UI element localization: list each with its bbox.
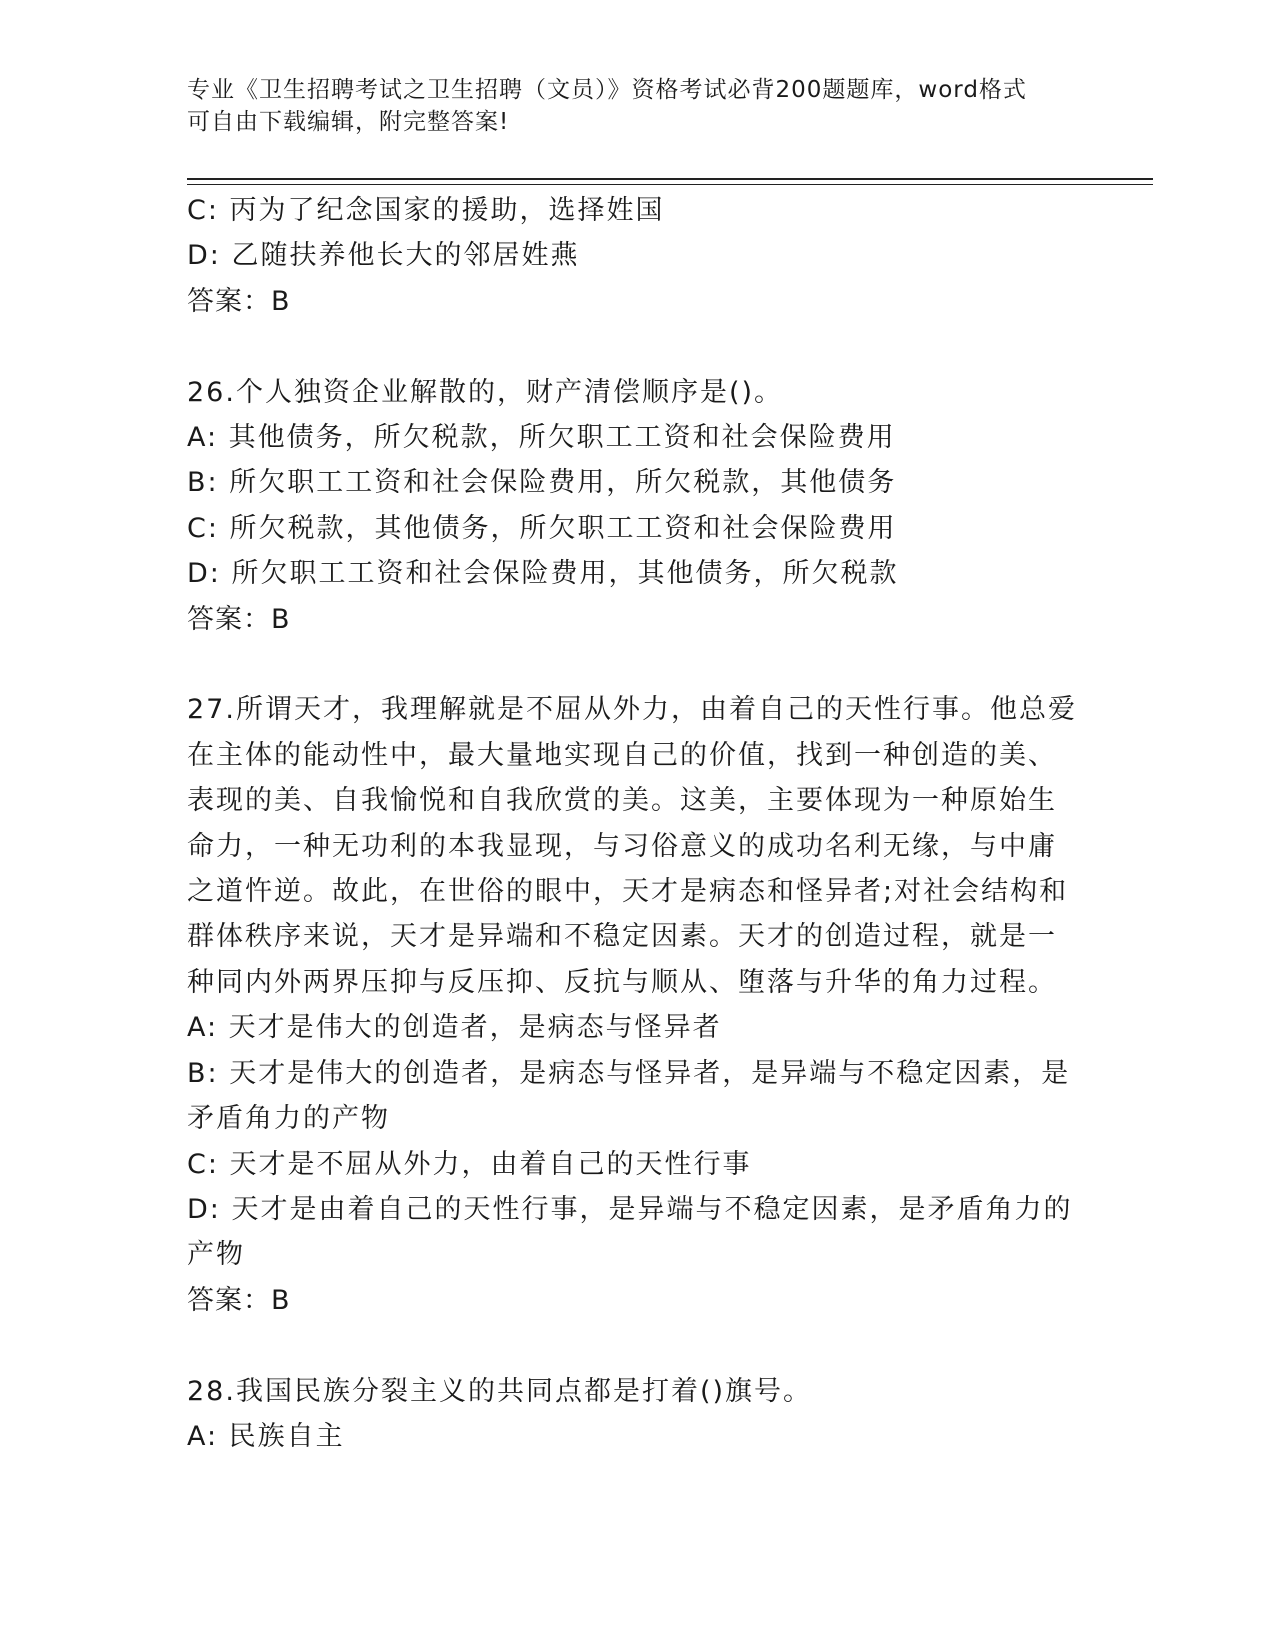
question-stem-line: 在主体的能动性中，最大量地实现自己的价值，找到一种创造的美、: [187, 739, 1057, 771]
option-b-line: B: 天才是伟大的创造者，是病态与怪异者，是异端与不稳定因素，是: [187, 1057, 1071, 1089]
option-a: A: 天才是伟大的创造者，是病态与怪异者: [187, 1012, 722, 1044]
option-b: B: 所欠职工工资和社会保险费用，所欠税款，其他债务: [187, 467, 897, 499]
answer-label: 答案：B: [187, 603, 291, 635]
question-stem-line: 命力，一种无功利的本我显现，与习俗意义的成功名利无缘，与中庸: [187, 830, 1057, 862]
option-d-line: D: 天才是由着自己的天性行事，是异端与不稳定因素，是矛盾角力的: [187, 1193, 1073, 1225]
spacer: [187, 642, 1087, 687]
header-title-line-2: 可自由下载编辑，附完整答案!: [187, 109, 510, 135]
option-c: C: 所欠税款，其他债务，所欠职工工资和社会保险费用: [187, 512, 897, 544]
question-stem-line: 种同内外两界压抑与反压抑、反抗与顺从、堕落与升华的角力过程。: [187, 966, 1057, 998]
question-stem: 28.我国民族分裂主义的共同点都是打着()旗号。: [187, 1375, 813, 1407]
spacer: [187, 324, 1087, 369]
option-d-line: 产物: [187, 1239, 245, 1271]
question-25-tail: [187, 188, 1087, 324]
option-b-line: 矛盾角力的产物: [187, 1103, 390, 1135]
option-c: C: 天才是不屈从外力，由着自己的天性行事: [187, 1148, 752, 1180]
question-stem-line: 之道忤逆。故此，在世俗的眼中，天才是病态和怪异者;对社会结构和: [187, 876, 1069, 908]
option-a: A: 民族自主: [187, 1420, 345, 1452]
question-content: [187, 188, 1087, 1459]
question-28: [187, 1369, 1087, 1460]
header-title-line-1: 专业《卫生招聘考试之卫生招聘（文员）》资格考试必背200题题库，word格式: [187, 77, 1027, 103]
question-stem-line: 群体秩序来说，天才是异端和不稳定因素。天才的创造过程，就是一: [187, 921, 1057, 953]
header-divider-thin: [187, 184, 1153, 185]
option-a: A: 其他债务，所欠税款，所欠职工工资和社会保险费用: [187, 422, 896, 454]
option-d: D: 所欠职工工资和社会保险费用，其他债务，所欠税款: [187, 558, 899, 590]
question-stem-line: 27.所谓天才，我理解就是不屈从外力，由着自己的天性行事。他总爱: [187, 694, 1077, 726]
question-26: [187, 370, 1087, 642]
spacer: [187, 1323, 1087, 1368]
option-c: C: 丙为了纪念国家的援助，选择姓国: [187, 195, 665, 226]
answer-label: 答案：B: [187, 1284, 291, 1316]
option-d: D: 乙随扶养他长大的邻居姓燕: [187, 240, 580, 272]
question-27: [187, 687, 1087, 1323]
header-divider-thick: [187, 178, 1153, 180]
question-stem: 26.个人独资企业解散的，财产清偿顺序是()。: [187, 376, 784, 408]
answer-label: 答案：B: [187, 285, 291, 317]
question-stem-line: 表现的美、自我愉悦和自我欣赏的美。这美，主要体现为一种原始生: [187, 785, 1057, 817]
document-header: [187, 74, 1067, 138]
